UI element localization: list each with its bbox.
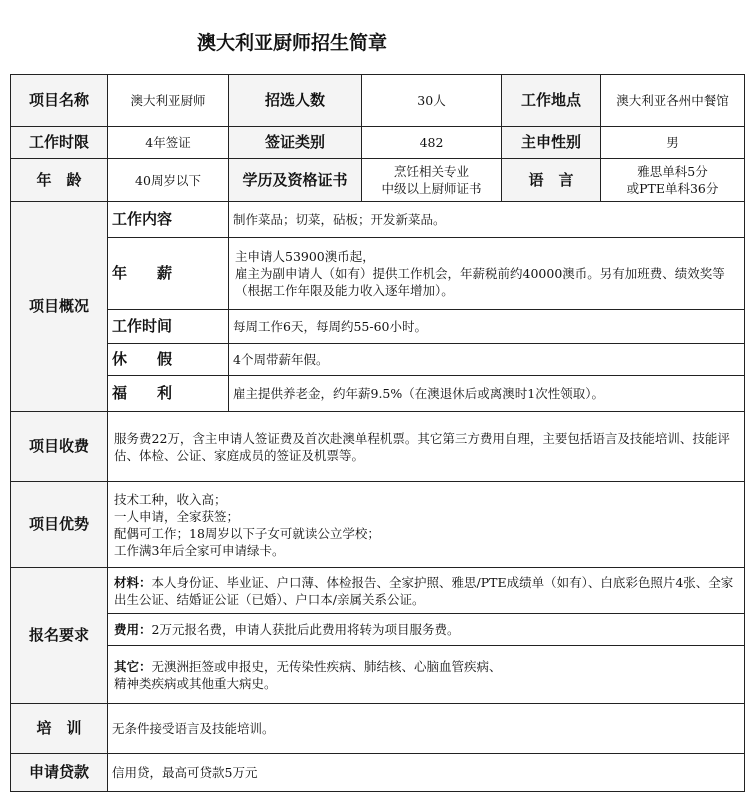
- materials-label: 材料：: [114, 574, 152, 590]
- label-holiday: 休 假: [108, 344, 229, 376]
- label-training: 培 训: [11, 704, 108, 754]
- table-row: [11, 568, 745, 614]
- label-education: 学历及资格证书: [229, 159, 362, 202]
- table-row: [11, 238, 745, 310]
- materials-value: [108, 568, 745, 614]
- label-visa-type: 签证类别: [229, 127, 362, 159]
- materials-text: 本人身份证、毕业证、户口薄、体检报告、全家护照、雅思/PTE成绩单（如有）、白底彩色照片4张、全家出生公证、结婚证公证（已婚）、户口本/亲属关系公证。: [114, 574, 734, 607]
- holiday-value: 4个周带薪年假。: [229, 344, 745, 376]
- label-work-content: 工作内容: [108, 202, 229, 238]
- work-term-value: 4年签证: [108, 127, 229, 159]
- table-row: [11, 202, 745, 238]
- other-text-line-1: 无澳洲拒签或申报史，无传染性疾病、肺结核、心脑血管疾病、: [151, 658, 502, 674]
- work-location-value: 澳大利亚各州中餐馆: [601, 75, 745, 127]
- label-project-advantage: 项目优势: [11, 482, 108, 568]
- loan-value: 信用贷，最高可贷款5万元: [108, 754, 745, 792]
- label-project-fee: 项目收费: [11, 412, 108, 482]
- recruit-count-value: 30人: [362, 75, 502, 127]
- applicant-gender-value: 男: [601, 127, 745, 159]
- other-value: [108, 646, 745, 704]
- label-work-hours: 工作时间: [108, 310, 229, 344]
- table-row: [11, 159, 745, 202]
- label-project-overview: 项目概况: [11, 202, 108, 412]
- advantage-line: 工作满3年后全家可申请绿卡。: [114, 542, 285, 558]
- document-title: 澳大利亚厨师招生简章: [197, 32, 388, 54]
- table-row: [11, 344, 745, 376]
- project-advantage-value: [108, 482, 745, 568]
- salary-line-1: 主申请人53900澳币起，: [235, 249, 375, 264]
- table-row: [11, 614, 745, 646]
- cost-text: 2万元报名费，申请人获批后此费用将转为项目服务费。: [151, 622, 460, 637]
- welfare-value: 雇主提供养老金，约年薪9.5%（在澳退休后或离澳时1次性领取）。: [229, 376, 745, 412]
- project-fee-value: 服务费22万，含主申请人签证费及首次赴澳单程机票。其它第三方费用自理，主要包括语言及技能培训、技能评估、体检、公证、家庭成员的签证及机票等。: [108, 412, 745, 482]
- label-registration-requirements: 报名要求: [11, 568, 108, 704]
- label-project-name: 项目名称: [11, 75, 108, 127]
- table-row: [11, 310, 745, 344]
- cost-value: [108, 614, 745, 646]
- label-salary: 年 薪: [108, 238, 229, 310]
- table-row: [11, 482, 745, 568]
- salary-line-2: 雇主为副申请人（如有）提供工作机会，年薪税前约40000澳币。另有加班费、绩效奖等（根据工作年限及能力收入逐年增加）。: [235, 266, 725, 298]
- table-row: [11, 75, 745, 127]
- table-row: [11, 646, 745, 704]
- work-hours-value: 每周工作6天，每周约55-60小时。: [229, 310, 745, 344]
- other-label: 其它：: [114, 658, 152, 674]
- label-age: 年 龄: [11, 159, 108, 202]
- advantage-line: 配偶可工作；18周岁以下子女可就读公立学校；: [114, 525, 380, 541]
- education-line-1: 烹饪相关专业: [393, 164, 469, 179]
- table-row: [11, 754, 745, 792]
- label-work-term: 工作时限: [11, 127, 108, 159]
- language-line-2: 或PTE单科36分: [626, 181, 719, 196]
- project-name-value: 澳大利亚厨师: [108, 75, 229, 127]
- language-line-1: 雅思单科5分: [637, 164, 708, 179]
- education-line-2: 中级以上厨师证书: [381, 181, 482, 196]
- label-recruit-count: 招选人数: [229, 75, 362, 127]
- work-content-value: 制作菜品；切菜，砧板；开发新菜品。: [229, 202, 745, 238]
- table-row: [11, 704, 745, 754]
- training-value: 无条件接受语言及技能培训。: [108, 704, 745, 754]
- recruitment-table: [10, 74, 745, 792]
- advantage-line: 一人申请，全家获签；: [114, 508, 240, 524]
- age-value: 40周岁以下: [108, 159, 229, 202]
- label-welfare: 福 利: [108, 376, 229, 412]
- label-loan: 申请贷款: [11, 754, 108, 792]
- education-value: [362, 159, 502, 202]
- visa-type-value: 482: [362, 127, 502, 159]
- other-text-line-2: 精神类疾病或其他重大病史。: [114, 675, 277, 691]
- table-row: [11, 376, 745, 412]
- salary-value: [229, 238, 745, 310]
- advantage-line: 技术工种，收入高；: [114, 491, 227, 507]
- label-language: 语 言: [502, 159, 601, 202]
- label-work-location: 工作地点: [502, 75, 601, 127]
- language-value: [601, 159, 745, 202]
- label-applicant-gender: 主申性别: [502, 127, 601, 159]
- table-row: [11, 412, 745, 482]
- table-row: [11, 127, 745, 159]
- cost-label: 费用：: [114, 622, 152, 637]
- document-header: [0, 0, 748, 74]
